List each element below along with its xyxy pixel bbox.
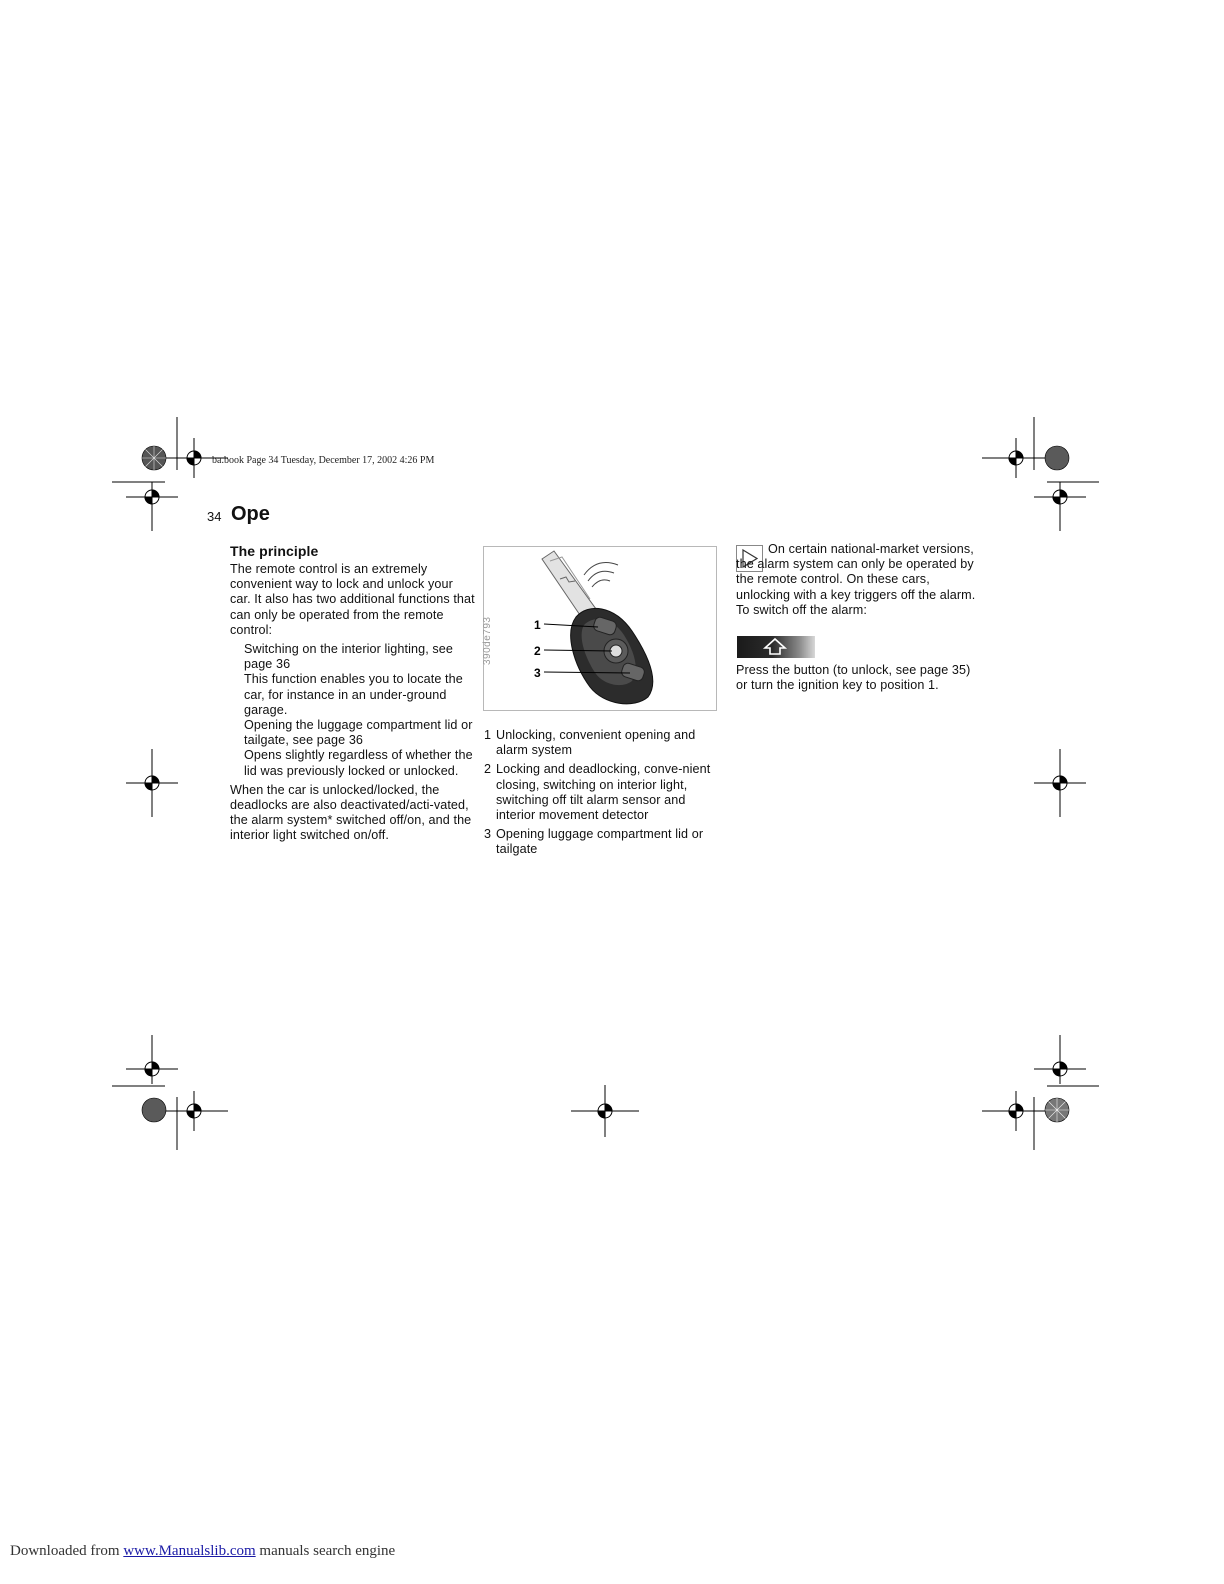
caption-item [484,762,728,823]
intro-paragraph: The remote control is an extremely convenient way to lock and unlock your car. It also has two additional functions that can only be operated from the remote control: [230,562,475,637]
caption-number: 2 [484,762,492,777]
caption-text: Unlocking, convenient opening and alarm system [496,728,696,758]
callout-2: 2 [534,644,541,658]
print-header: ba.book Page 34 Tuesday, December 17, 2002 4:26 PM [212,455,435,466]
footer-prefix: Downloaded from [10,1543,124,1559]
page-title: Ope [231,503,270,525]
section-heading: The principle [230,543,319,559]
unlock-arrow-icon [737,636,815,658]
caption-number: 1 [484,728,492,742]
unlock-button-graphic [737,636,815,658]
remote-control-figure [483,546,717,711]
callout-1: 1 [534,618,541,632]
alarm-note-after [736,663,984,693]
footer-suffix: manuals search engine [255,1543,396,1559]
note-instruction: To switch off the alarm: [736,602,867,617]
download-footer [10,1543,395,1560]
figure-captions [484,728,728,862]
caption-text: Opening luggage compartment lid or tailgate [496,827,704,857]
remote-key-illustration [484,547,716,710]
alarm-note [736,542,984,618]
function-list [230,642,476,779]
list-item-detail: Opens slightly regardless of whether the lid was previously locked or unlocked. [244,748,473,778]
caption-number: 3 [484,827,492,842]
list-item-detail: This function enables you to locate the car, for instance in an under-ground garage. [244,672,463,717]
list-item: Switching on the interior lighting, see page 36 [244,642,454,672]
caption-item [484,827,728,857]
principle-section [230,543,476,844]
closing-paragraph: When the car is unlocked/locked, the deadlocks are also deactivated/acti-vated, the alarm system* switched off/on, and the interior light switched on/off. [230,782,472,843]
note-after-text: Press the button (to unlock, see page 35) or turn the ignition key to position 1. [736,663,971,693]
figure-code: 390de793 [482,616,493,665]
manualslib-link[interactable]: www.Manualslib.com [123,1543,256,1559]
callout-3: 3 [534,666,541,680]
note-text: On certain national-market versions, the alarm system can only be operated by the remote control. On these cars, unlocking with a key triggers off the alarm. [736,542,976,602]
caption-item [484,728,728,758]
list-item: Opening the luggage compartment lid or tailgate, see page 36 [244,718,473,748]
page-number: 34 [207,509,222,524]
caption-text: Locking and deadlocking, conve-nient closing, switching on interior light, switching off tilt alarm sensor and interior movement detector [496,762,711,823]
